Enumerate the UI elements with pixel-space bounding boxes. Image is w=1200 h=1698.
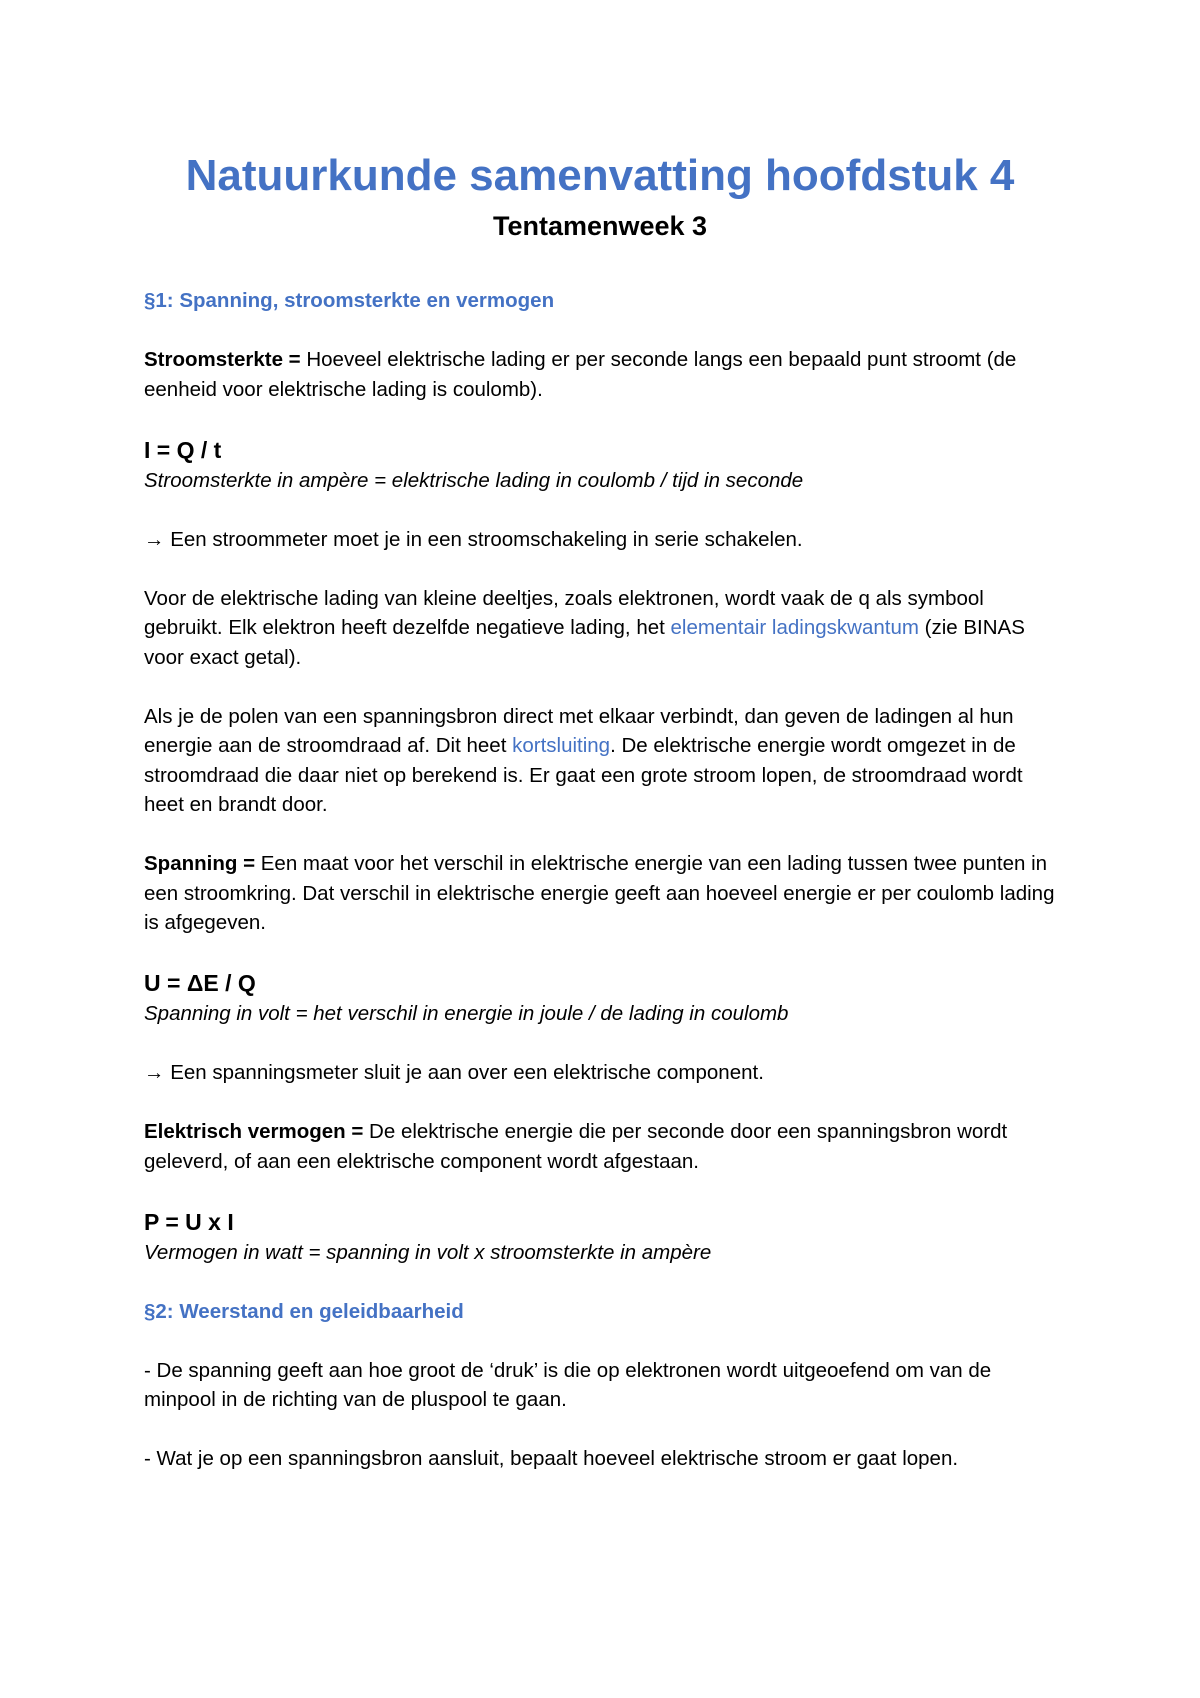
spanning-term: Spanning = bbox=[144, 852, 256, 875]
arrow-right-icon: → bbox=[144, 527, 165, 551]
arrow-right-icon: → bbox=[144, 1061, 165, 1084]
spanning-text: Een maat voor het verschil in elektrische energie van een lading tussen twee punten in een stroomkring. Dat verschil in elektrische energie geeft aan hoeveel energie er per coulomb lading is afgegeven. bbox=[144, 852, 1055, 934]
kortsluiting-paragraph bbox=[144, 702, 1064, 820]
formula-vermogen-description: Vermogen in watt = spanning in volt x stroomsterkte in ampère bbox=[144, 1240, 712, 1264]
document-subtitle: Tentamenweek 3 bbox=[492, 211, 708, 241]
vermogen-term: Elektrisch vermogen = bbox=[144, 1120, 364, 1143]
kortsluiting-text-b: . De elektrische energie wordt omgezet in de stroomdraad die daar niet op berekend is. Er gaat een grote stroom lopen, de stroomdraad wordt heet en brandt door. bbox=[144, 734, 1023, 816]
spanningsmeter-note bbox=[144, 1058, 1064, 1088]
document-title: Natuurkunde samenvatting hoofdstuk 4 bbox=[185, 151, 1015, 200]
section-1-heading: §1: Spanning, stroomsterkte en vermogen bbox=[144, 289, 555, 312]
document-body bbox=[144, 286, 1064, 1503]
stroomsterkte-definition bbox=[144, 345, 1064, 404]
section-2-point-1: - De spanning geeft aan hoe groot de ‘druk’ is die op elektronen wordt uitgeoefend om van de minpool in de richting van de pluspool te gaan. bbox=[144, 1358, 992, 1411]
kortsluiting-text-a: Als je de polen van een spanningsbron direct met elkaar verbindt, dan geven de ladingen al hun energie aan de stroomdraad af. Dit heet bbox=[144, 704, 1014, 757]
stroommeter-note-text: Een stroommeter moet je in een stroomschakeling in serie schakelen. bbox=[164, 527, 803, 551]
spanningsmeter-note-text: Een spanningsmeter sluit je aan over een elektrische component. bbox=[164, 1061, 764, 1084]
section-2-point-2: - Wat je op een spanningsbron aansluit, bepaalt hoeveel elektrische stroom er gaat lopen. bbox=[144, 1447, 959, 1470]
spanning-definition bbox=[144, 849, 1064, 938]
stroomsterkte-term: Stroomsterkte = bbox=[144, 348, 301, 371]
lading-text-b: (zie BINAS voor exact getal). bbox=[144, 616, 1025, 669]
formula-spanning-description: Spanning in volt = het verschil in energie in joule / de lading in coulomb bbox=[144, 1002, 789, 1025]
section-2-heading: §2: Weerstand en geleidbaarheid bbox=[144, 1299, 464, 1323]
formula-stroomsterkte-description: Stroomsterkte in ampère = elektrische lading in coulomb / tijd in seconde bbox=[144, 468, 804, 492]
vermogen-definition bbox=[144, 1117, 1064, 1176]
stroommeter-note bbox=[144, 525, 1064, 555]
lading-text-a: Voor de elektrische lading van kleine deeltjes, zoals elektronen, wordt vaak de q als symbool gebruikt. Elk elektron heeft dezelfde negatieve lading, het bbox=[144, 586, 984, 639]
formula-spanning: U = ΔE / Q bbox=[144, 970, 256, 996]
kortsluiting-link[interactable]: kortsluiting bbox=[512, 734, 611, 757]
vermogen-text: De elektrische energie die per seconde door een spanningsbron wordt geleverd, of aan een elektrische component wordt afgestaan. bbox=[144, 1120, 1008, 1173]
elementair-ladingskwantum-link[interactable]: elementair ladingskwantum bbox=[670, 616, 919, 639]
lading-paragraph bbox=[144, 584, 1064, 673]
stroomsterkte-text: Hoeveel elektrische lading er per seconde langs een bepaald punt stroomt (de eenheid voor elektrische lading is coulomb). bbox=[144, 348, 1017, 401]
formula-stroomsterkte: I = Q / t bbox=[144, 436, 222, 463]
formula-vermogen: P = U x I bbox=[144, 1208, 234, 1235]
